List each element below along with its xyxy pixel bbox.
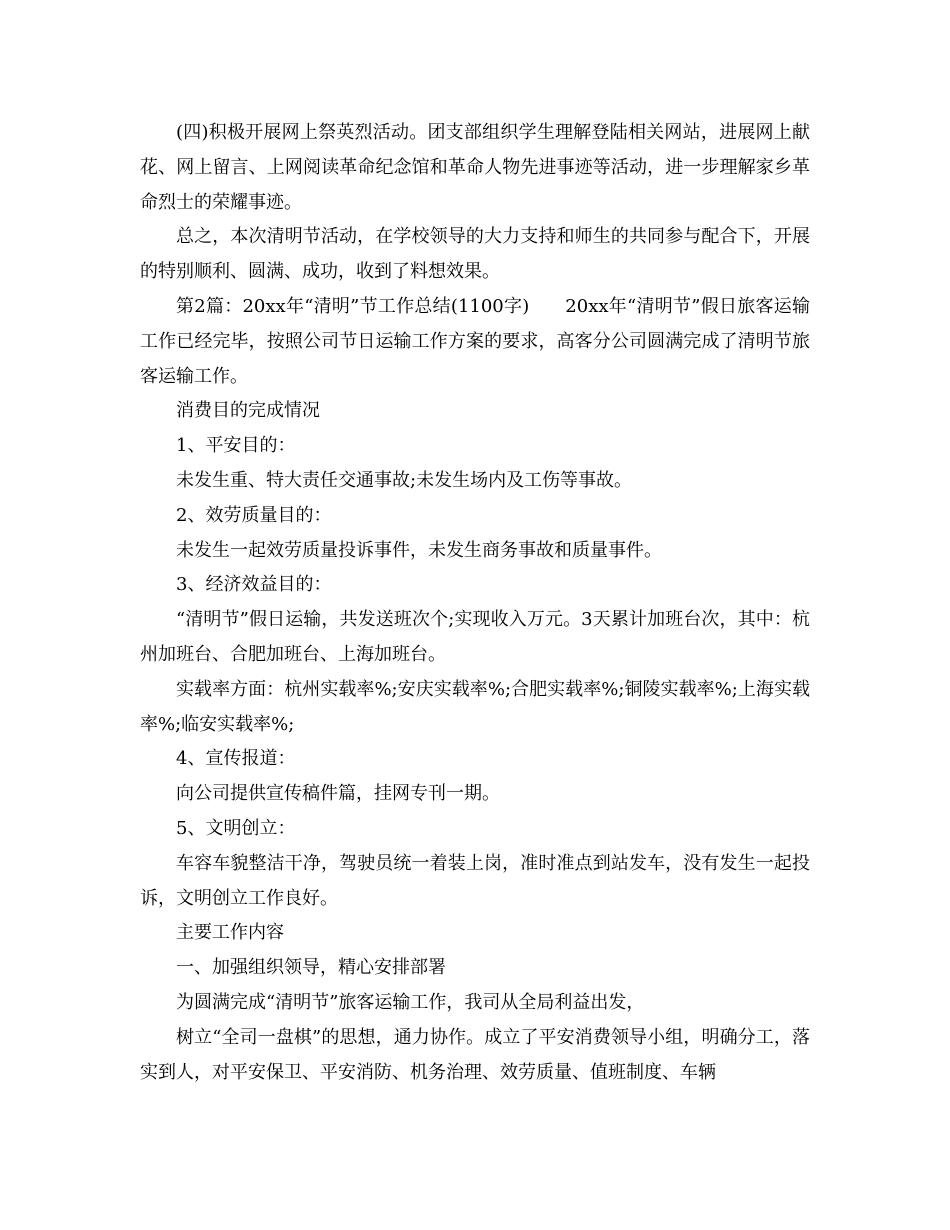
paragraph-online-memorial: (四)积极开展网上祭英烈活动。团支部组织学生理解登陆相关网站，进展网上献花、网上留言、上网阅读革命纪念馆和革命人物先进事迹等活动，进一步理解家乡革命烈士的荣耀事迹。 <box>140 122 810 213</box>
paragraph-load-rate: 实载率方面：杭州实载率%;安庆实载率%;合肥实载率%;铜陵实载率%;上海实载率%;临安实载率%; <box>140 678 810 735</box>
paragraph-civilization: 车容车貌整洁干净，驾驶员统一着装上岗，准时准点到站发车，没有发生一起投诉，文明创立工作良好。 <box>140 852 810 909</box>
item-heading-civilization: 5、文明创立： <box>176 817 296 839</box>
paragraph-safety: 未发生重、特大责任交通事故;未发生场内及工伤等事故。 <box>176 469 633 491</box>
section-heading-targets: 消费目的完成情况 <box>176 400 320 422</box>
item-heading-publicity: 4、宣传报道： <box>176 748 296 770</box>
paragraph-summary: 总之，本次清明节活动，在学校领导的大力支持和师生的共同参与配合下，开展的特别顺利、圆满、成功，收到了料想效果。 <box>140 226 810 283</box>
item-heading-economic: 3、经济效益目的： <box>176 574 332 596</box>
paragraph-article-2-heading <box>140 290 810 394</box>
article-2-intro: 20xx年“清明节”假日旅客运输工作已经完毕，按照公司节日运输工作方案的要求，高客分公司圆满完成了清明节旅客运输工作。 <box>140 295 810 387</box>
paragraph-publicity: 向公司提供宣传稿件篇，挂网专刊一期。 <box>176 783 500 805</box>
subsection-heading-organization: 一、加强组织领导，精心安排部署 <box>176 957 446 979</box>
item-heading-service-quality: 2、效劳质量目的： <box>176 504 332 526</box>
item-heading-safety: 1、平安目的： <box>176 435 296 457</box>
document-body <box>140 116 810 1090</box>
paragraph-organization-2: 树立“全司一盘棋”的思想，通力协作。成立了平安消费领导小组，明确分工，落实到人，对平安保卫、平安消防、机务治理、效劳质量、值班制度、车辆 <box>140 1026 810 1083</box>
section-heading-main-work: 主要工作内容 <box>176 922 284 944</box>
article-2-title: 第2篇：20xx年“清明”节工作总结(1100字) <box>176 295 530 317</box>
paragraph-service-quality: 未发生一起效劳质量投诉事件，未发生商务事故和质量事件。 <box>176 539 662 561</box>
paragraph-organization-1: 为圆满完成“清明节”旅客运输工作，我司从全局利益出发， <box>176 991 645 1013</box>
paragraph-economic: “清明节”假日运输，共发送班次个;实现收入万元。3天累计加班台次，其中：杭州加班台、合肥加班台、上海加班台。 <box>140 609 810 665</box>
